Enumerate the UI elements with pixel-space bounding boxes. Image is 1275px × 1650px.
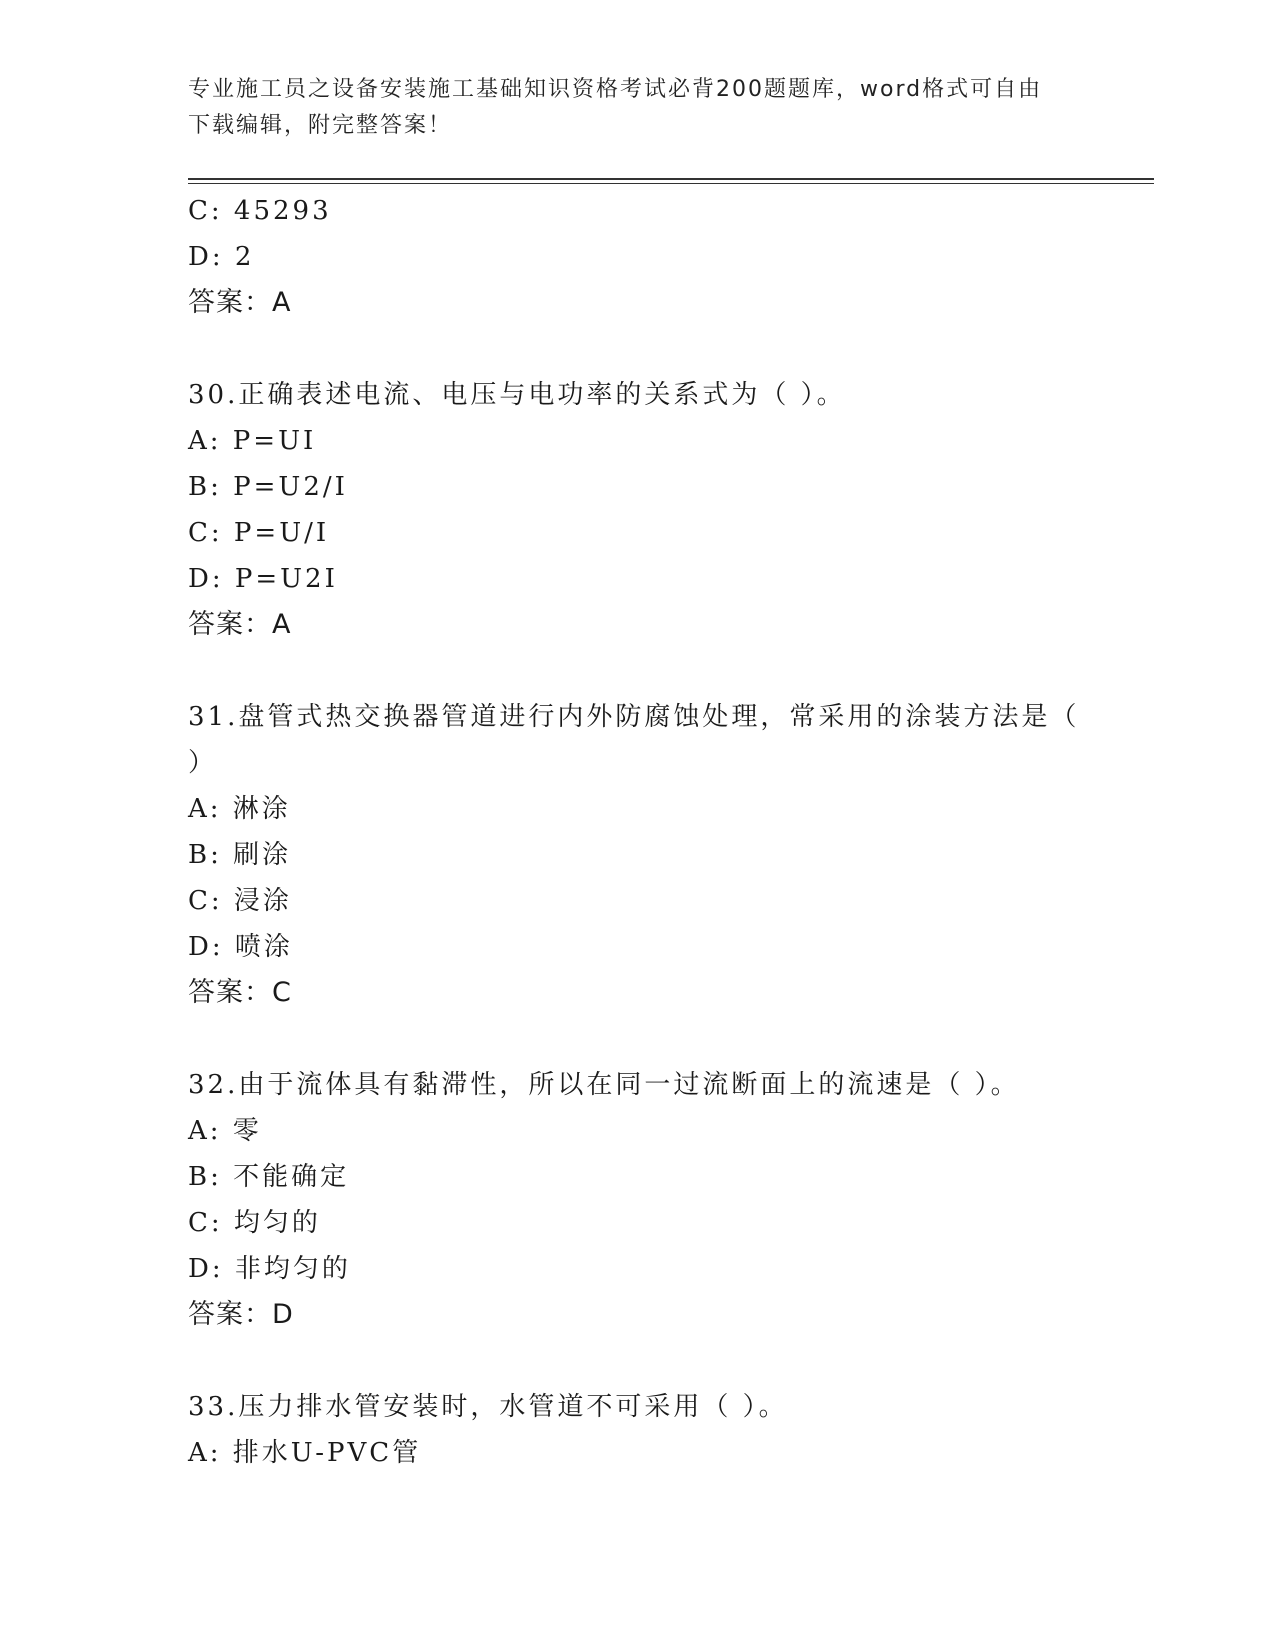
- question-stem: 32.由于流体具有黏滞性，所以在同一过流断面上的流速是（ ）。: [188, 1070, 1020, 1100]
- answer-line: 答案：D: [188, 1299, 294, 1330]
- option-d: D: 喷涂: [188, 932, 293, 962]
- spacer: [188, 1338, 1088, 1384]
- spacer: [188, 326, 1088, 372]
- option-a: A: 淋涂: [188, 794, 291, 824]
- question-33: [188, 1384, 1088, 1476]
- option-d: D: 非均匀的: [188, 1254, 351, 1284]
- option-b: B: P=U2/I: [188, 472, 348, 502]
- spacer: [188, 648, 1088, 694]
- question-30: [188, 372, 1088, 648]
- answer-line: 答案：C: [188, 977, 292, 1008]
- header-divider: [188, 178, 1154, 180]
- option-c: C: P=U/I: [188, 518, 330, 548]
- option-c: C: 浸涂: [188, 886, 292, 916]
- option-c: C: 均匀的: [188, 1208, 321, 1238]
- answer-line: 答案：A: [188, 287, 292, 318]
- document-body: [188, 188, 1088, 1476]
- document-header: [188, 72, 1088, 144]
- header-title-line-2: 下载编辑，附完整答案！: [188, 113, 453, 138]
- option-d: D: P=U2I: [188, 564, 338, 594]
- option-b: B: 刷涂: [188, 840, 292, 870]
- question-32: [188, 1062, 1088, 1338]
- question-stem: 33.压力排水管安装时，水管道不可采用（ ）。: [188, 1392, 788, 1422]
- option-a: A: 零: [188, 1116, 262, 1146]
- question-29-continued: [188, 188, 1088, 326]
- header-divider-thin: [188, 183, 1154, 184]
- option-a: A: P=UI: [188, 426, 317, 456]
- question-stem-line-1: 31.盘管式热交换器管道进行内外防腐蚀处理，常采用的涂装方法是（: [188, 702, 1080, 732]
- spacer: [188, 1016, 1088, 1062]
- option-b: B: 不能确定: [188, 1162, 350, 1192]
- question-stem-line-2: ）: [188, 748, 218, 778]
- question-stem: 30.正确表述电流、电压与电功率的关系式为（ ）。: [188, 380, 846, 410]
- option-c: C: 45293: [188, 196, 332, 226]
- option-a: A: 排水U-PVC管: [188, 1438, 422, 1468]
- question-31: [188, 694, 1088, 1016]
- option-d: D: 2: [188, 242, 255, 272]
- header-title-line-1: 专业施工员之设备安装施工基础知识资格考试必背200题题库，word格式可自由: [188, 77, 1043, 102]
- answer-line: 答案：A: [188, 609, 292, 640]
